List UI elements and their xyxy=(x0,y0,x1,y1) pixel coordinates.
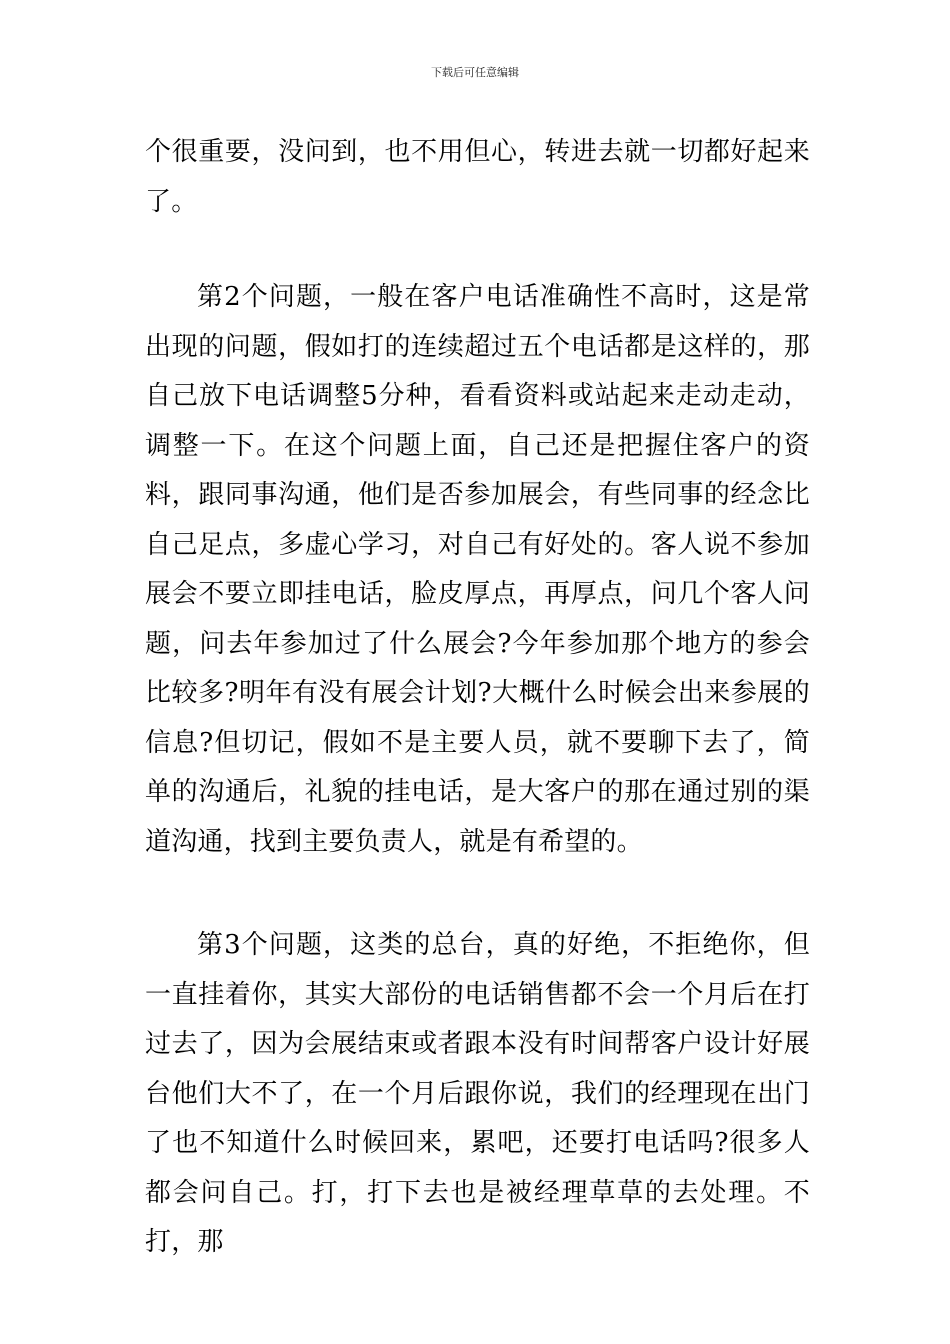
paragraph-2: 第2个问题，一般在客户电话准确性不高时，这是常出现的问题，假如打的连续超过五个电话都是这样的，那自己放下电话调整5分种，看看资料或站起来走动走动，调整一下。在这个问题上面，自己还是把握住客户的资料，跟同事沟通，他们是否参加展会，有些同事的经念比自己足点，多虚心学习，对自己有好处的。客人说不参加展会不要立即挂电话，脸皮厚点，再厚点，问几个客人问题，问去年参加过了什么展会?今年参加那个地方的参会比较多?明年有没有展会计划?大概什么时候会出来参展的信息?但切记，假如不是主要人员，就不要聊下去了，简单的沟通后，礼貌的挂电话，是大客户的那在通过别的渠道沟通，找到主要负责人，就是有希望的。 xyxy=(145,282,810,857)
page-header: 下载后可任意编辑 xyxy=(431,66,519,79)
paragraph-1: 个很重要，没问到，也不用但心，转进去就一切都好起来了。 xyxy=(145,137,810,217)
paragraph-3: 第3个问题，这类的总台，真的好绝，不拒绝你，但一直挂着你，其实大部份的电话销售都不会一个月后在打过去了，因为会展结束或者跟本没有时间帮客户设计好展台他们大不了，在一个月后跟你说，我们的经理现在出门了也不知道什么时候回来，累吧，还要打电话吗?很多人都会问自己。打，打下去也是被经理草草的去处理。不打，那 xyxy=(145,930,810,1257)
